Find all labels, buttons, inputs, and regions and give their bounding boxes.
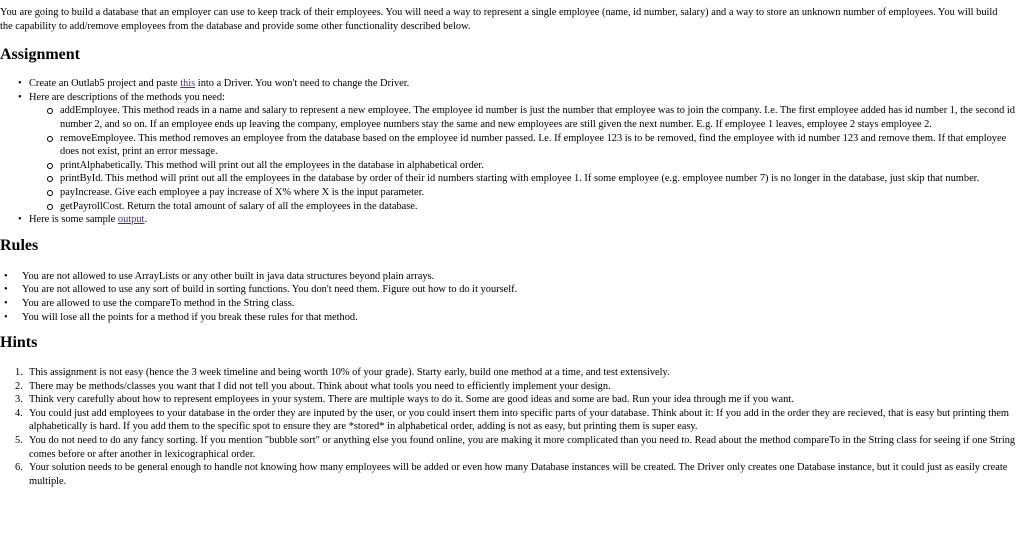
rule-item: • You are not allowed to use any sort of build in sorting functions. You don't need them. Figure out how to do it yourself. <box>22 283 1024 297</box>
rule-item: • You are not allowed to use ArrayLists or any other built in java data structures beyond plain arrays. <box>22 270 1024 284</box>
hints-list <box>0 366 1024 488</box>
assignment-item-create-project <box>29 77 1024 91</box>
sample-output-link[interactable]: output <box>117 214 145 226</box>
hint-item <box>15 407 1020 434</box>
hint-text: Think very carefully about how to represent employees in your system. There are multiple ways to do it. Some are good ideas and some are bad. Run your idea through me if you want. <box>29 394 794 406</box>
hint-item <box>15 380 1020 394</box>
method-remove-employee: removeEmployee. This method removes an employee from the database based on the employee id number passed. I.e. If employee 123 is to be removed, find the employee with id number 123 and remove them. If that employee does not exist, print an error message. <box>60 132 1016 159</box>
method-print-by-id: printById. This method will print out all the employees in the database by order of their id numbers starting with employee 1. If some employee (e.g. employee number 7) is no longer in the database, just skip that number. <box>60 172 1016 186</box>
assignment-page <box>0 6 1024 556</box>
rule-item: • You will lose all the points for a method if you break these rules for that method. <box>22 311 1024 325</box>
hint-number: 1. <box>15 367 23 379</box>
hint-number: 2. <box>15 380 23 392</box>
hint-number: 6. <box>15 462 23 474</box>
method-add-employee: addEmployee. This method reads in a name and salary to represent a new employee. The employee id number is just the number that employee was to join the company. I.e. The first employee added has id number 1, the second id number 2, and so on. If an employee ends up leaving the company, employee numbers stay the same and new employees are still given the next number. E.g. If employee 1 leaves, employee 2 stays employee 2. <box>60 105 1015 130</box>
hints-heading: Hints <box>0 334 38 352</box>
assignment-list <box>0 77 1024 227</box>
assignment-heading: Assignment <box>0 46 81 64</box>
method-pay-increase: payIncrease. Give each employee a pay increase of X% where X is the input parameter. <box>60 186 1016 200</box>
hint-item <box>15 366 1020 380</box>
methods-list <box>29 104 1024 213</box>
intro-paragraph: You are going to build a database that an employer can use to keep track of their employees. You will need a way to represent a single employee (name, id number, salary) and a way to store an unknown number of employees. You will build the capability to add/remove employees from the database and provide some other functionality described below. <box>0 7 998 32</box>
assignment-item-sample-output <box>29 213 1024 227</box>
rule-item: • You are allowed to use the compareTo method in the String class. <box>22 297 1024 311</box>
hint-text: This assignment is not easy (hence the 3 week timeline and being worth 10% of your grade). Starty early, build one method at a time, and test extensively. <box>29 367 670 379</box>
rules-list <box>0 270 1024 324</box>
hint-item <box>15 434 1020 461</box>
hint-text: Your solution needs to be general enough to handle not knowing how many employees will be added or even how many Database instances will be created. The Driver only creates one Database instance, but it could just as easily create multiple. <box>29 462 1008 487</box>
assignment-item-methods <box>29 91 1024 213</box>
method-print-alphabetically: printAlphabetically. This method will print out all the employees in the database in alphabetical order. <box>60 159 1016 173</box>
driver-link[interactable]: this <box>180 78 196 90</box>
create-project-text: Create an Outlab5 project and paste <box>29 78 181 90</box>
create-project-text-end: into a Driver. You won't need to change the Driver. <box>195 78 410 90</box>
methods-intro: Here are descriptions of the methods you need: <box>29 91 225 103</box>
hint-text: You do not need to do any fancy sorting. If you mention "bubble sort" or anything else you found online, you are making it more complicated than you need to. Read about the method compareTo in the String class for seeing if one String comes before or after another in lexicographical order. <box>29 435 1016 460</box>
sample-output-text: Here is some sample <box>29 214 118 226</box>
hint-text: There may be methods/classes you want that I did not tell you about. Think about what tools you need to efficiently implement your design. <box>29 380 611 392</box>
hint-number: 3. <box>15 394 23 406</box>
hint-item <box>15 393 1020 407</box>
sample-output-text-end: . <box>144 214 148 226</box>
hint-number: 5. <box>15 435 23 447</box>
hint-text: You could just add employees to your database in the order they are inputed by the user, or you could insert them into specific parts of your database. Think about it: If you add in the order they are recieved, that is easy but printing them alphabetically is hard. If you add them to the specific spot to ensure they are *stored* in alphabetical order, adding is not as easy, but printing them is super easy. <box>29 407 1009 433</box>
rules-heading: Rules <box>0 236 39 254</box>
hint-item <box>15 461 1020 488</box>
hint-number: 4. <box>15 407 23 419</box>
method-get-payroll-cost: getPayrollCost. Return the total amount of salary of all the employees in the database. <box>60 200 1016 214</box>
